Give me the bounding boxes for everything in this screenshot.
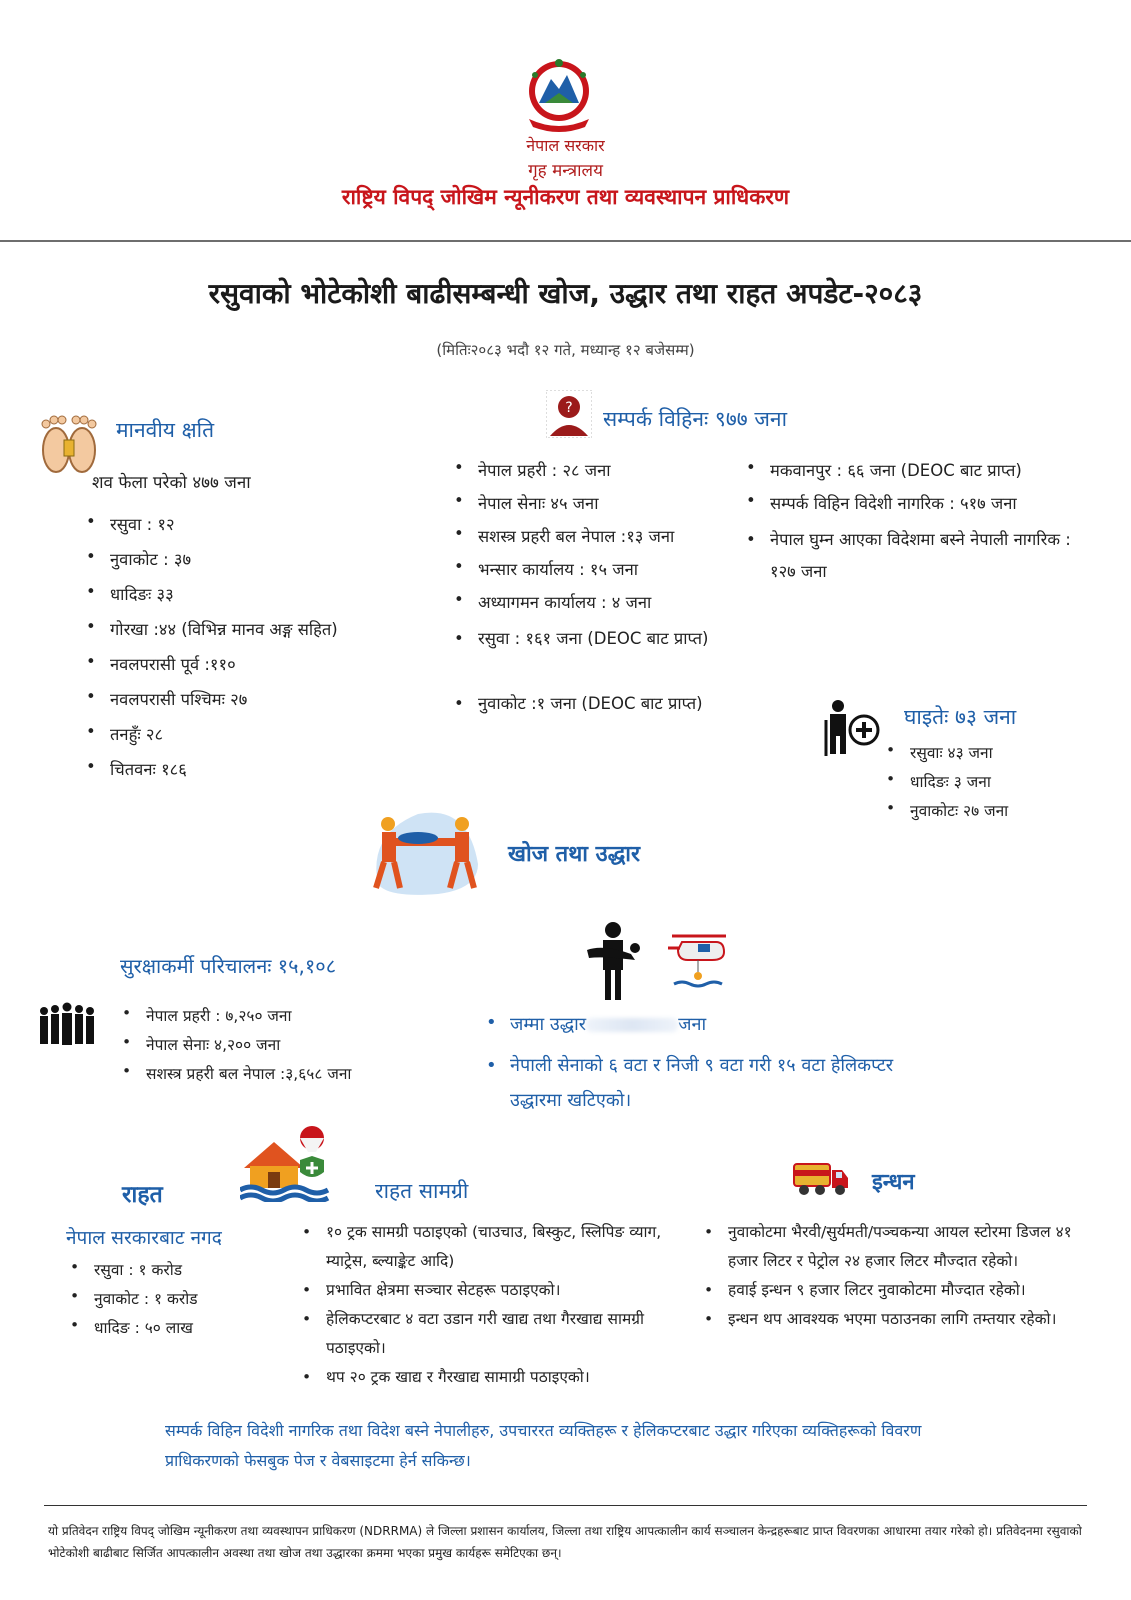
- relief-heading: राहत: [122, 1182, 163, 1208]
- fuel-tanker-icon: [792, 1160, 850, 1198]
- injured-heading: घाइतेः ७३ जना: [904, 705, 1017, 729]
- list-item: • नुवाकोटः २७ जना: [882, 799, 1082, 828]
- total-rescued-label: जम्मा उद्धार: [510, 1014, 587, 1035]
- list-item: • रसुवा : १६१ जना (DEOC बाट प्राप्त): [450, 623, 730, 688]
- page-title: रसुवाको भोटेकोशी बाढीसम्बन्धी खोज, उद्धार तथा राहत अपडेट-२०८३: [208, 277, 923, 310]
- list-item: • नेपाल घुम्न आएका विदेशमा बस्ने नेपाली नागरिक : १२७ जना: [742, 524, 1092, 589]
- list-item: • सम्पर्क विहिन विदेशी नागरिक : ५१७ जना: [742, 491, 1092, 524]
- feet-with-tag-icon: [34, 410, 104, 476]
- human-loss-heading: मानवीय क्षति: [116, 418, 215, 442]
- list-item: • मकवानपुर : ६६ जना (DEOC बाट प्राप्त): [742, 458, 1092, 491]
- list-item: • नेपाल सेनाः ४५ जना: [450, 491, 730, 524]
- helicopter-water-rescue-icon: [668, 930, 730, 992]
- header-divider: [0, 240, 1131, 242]
- injured-list: [882, 741, 1082, 828]
- bodies-found: शव फेला परेको ४७७ जना: [92, 473, 251, 493]
- list-item: • रसुवाः ४३ जना: [882, 741, 1082, 770]
- nepal-emblem-icon: [515, 55, 603, 135]
- list-item: • नेपाल प्रहरी : ७,२५० जना: [118, 1004, 438, 1033]
- fuel-heading: इन्धन: [872, 1170, 915, 1195]
- list-item: • अध्यागमन कार्यालय : ४ जना: [450, 590, 730, 623]
- materials-list: [298, 1218, 670, 1392]
- list-item: • धादिङः ३३: [82, 582, 412, 617]
- list-item: • नवलपरासी पश्चिमः २७: [82, 687, 412, 722]
- list-item: • नुवाकोट : १ करोड: [66, 1287, 286, 1316]
- list-item: • १० ट्रक सामग्री पठाइएको (चाउचाउ, बिस्कुट, स्लिपिङ व्याग, म्याट्रेस, ब्ल्याङ्केट आदि): [298, 1218, 670, 1276]
- security-heading: सुरक्षाकर्मी परिचालनः १५,१०८: [120, 954, 337, 978]
- list-item: • नवलपरासी पूर्व :११०: [82, 652, 412, 687]
- total-rescued: [482, 1012, 932, 1048]
- rescuer-carrying-person-icon: [583, 920, 643, 1002]
- list-item: • इन्धन थप आवश्यक भएमा पठाउनका लागि तम्तयार रहेको।: [700, 1305, 1100, 1334]
- list-item: • थप २० ट्रक खाद्य र गैरखाद्य सामाग्री पठाइएको।: [298, 1363, 670, 1392]
- list-item: • नेपाल सेनाः ४,२०० जना: [118, 1033, 438, 1062]
- header-government: नेपाल सरकार: [526, 136, 605, 155]
- list-item: • रसुवा : १२: [82, 512, 412, 547]
- header-ministry: गृह मन्त्रालय: [528, 161, 603, 181]
- missing-person-icon: [546, 390, 592, 438]
- list-item: • सशस्त्र प्रहरी बल नेपाल :३,६५८ जना: [118, 1062, 438, 1091]
- header-authority: राष्ट्रिय विपद् जोखिम न्यूनीकरण तथा व्यवस्थापन प्राधिकरण: [341, 185, 790, 209]
- rescue-list: [482, 1012, 932, 1118]
- missing-list-1: [450, 458, 730, 753]
- helicopter-rescue: • नेपाली सेनाको ६ वटा र निजी ९ वटा गरी १५ वटा हेलिकप्टर उद्धारमा खटिएको।: [482, 1048, 932, 1118]
- human-loss-list: [82, 512, 412, 792]
- list-item: • चितवनः १८६: [82, 757, 412, 792]
- cash-list: [66, 1258, 286, 1345]
- list-item: • हवाई इन्धन ९ हजार लिटर नुवाकोटमा मौज्दात रहेको।: [700, 1276, 1100, 1305]
- redacted-value: [586, 1018, 678, 1032]
- search-rescue-heading: खोज तथा उद्धार: [508, 842, 640, 867]
- info-note: सम्पर्क विहिन विदेशी नागरिक तथा विदेश बस्ने नेपालीहरु, उपचाररत व्यक्तिहरू र हेलिकप्टरबाट उद्धार गरिएका व्यक्तिहरूको विवरण प्राधिकरणको फेसबुक पेज र वेबसाइटमा हेर्न सकिन्छ।: [165, 1421, 922, 1470]
- cash-heading: नेपाल सरकारबाट नगद: [66, 1227, 222, 1249]
- missing-heading: सम्पर्क विहिनः ९७७ जना: [603, 407, 788, 431]
- list-item: • धादिङः ३ जना: [882, 770, 1082, 799]
- list-item: • नुवाकोट : ३७: [82, 547, 412, 582]
- materials-heading: राहत सामग्री: [375, 1179, 469, 1203]
- list-item: • गोरखा :४४ (विभिन्न मानव अङ्ग सहित): [82, 617, 412, 652]
- footer-divider: [44, 1505, 1087, 1506]
- list-item: • नुवाकोटमा भैरवी/सुर्यमती/पञ्चकन्या आयल स्टोरमा डिजल ४१ हजार लिटर र पेट्रोल २४ हजार लिटर मौज्दात रहेको।: [700, 1218, 1100, 1276]
- missing-list-2: [742, 458, 1092, 589]
- list-item: • रसुवा : १ करोड: [66, 1258, 286, 1287]
- list-item: • हेलिकप्टरबाट ४ वटा उडान गरी खाद्य तथा गैरखाद्य सामग्री पठाइएको।: [298, 1305, 670, 1363]
- list-item: • तनहुँः २८: [82, 722, 412, 757]
- security-list: [118, 1004, 438, 1091]
- list-item: • सशस्त्र प्रहरी बल नेपाल :१३ जना: [450, 524, 730, 557]
- people-group-icon: [36, 1001, 98, 1047]
- list-item: • भन्सार कार्यालय : १५ जना: [450, 557, 730, 590]
- list-item: • प्रभावित क्षेत्रमा सञ्चार सेटहरू पठाइएको।: [298, 1276, 670, 1305]
- report-date: (मितिः२०८३ भदौ १२ गते, मध्यान्ह १२ बजेसम्म): [436, 341, 695, 359]
- list-item: • धादिङ : ५० लाख: [66, 1316, 286, 1345]
- injured-person-icon: [824, 698, 884, 758]
- list-item: • नेपाल प्रहरी : २८ जना: [450, 458, 730, 491]
- svg-text:?: ?: [565, 400, 573, 416]
- report-footnote: यो प्रतिवेदन राष्ट्रिय विपद् जोखिम न्यूनीकरण तथा व्यवस्थापन प्राधिकरण (NDRRMA) ले जिल्ला प्रशासन कार्यालय, जिल्ला तथा राष्ट्रिय आपत्कालीन कार्य सञ्चालन केन्द्रहरूबाट प्राप्त विवरणका आधारमा तयार गरेको हो। प्रतिवेदनमा रसुवाको भोटेकोशी बाढीबाट सिर्जित आपत्कालीन अवस्था तथा खोज तथा उद्धारका क्रममा भएका प्रमुख कार्यहरू समेटिएका छन्।: [48, 1524, 1082, 1560]
- total-rescued-unit: जना: [678, 1014, 707, 1035]
- flooded-house-airdrop-icon: [240, 1124, 332, 1202]
- fuel-list: [700, 1218, 1100, 1334]
- list-item: • नुवाकोट :१ जना (DEOC बाट प्राप्त): [450, 688, 730, 753]
- rescuers-stretcher-icon: [358, 794, 488, 904]
